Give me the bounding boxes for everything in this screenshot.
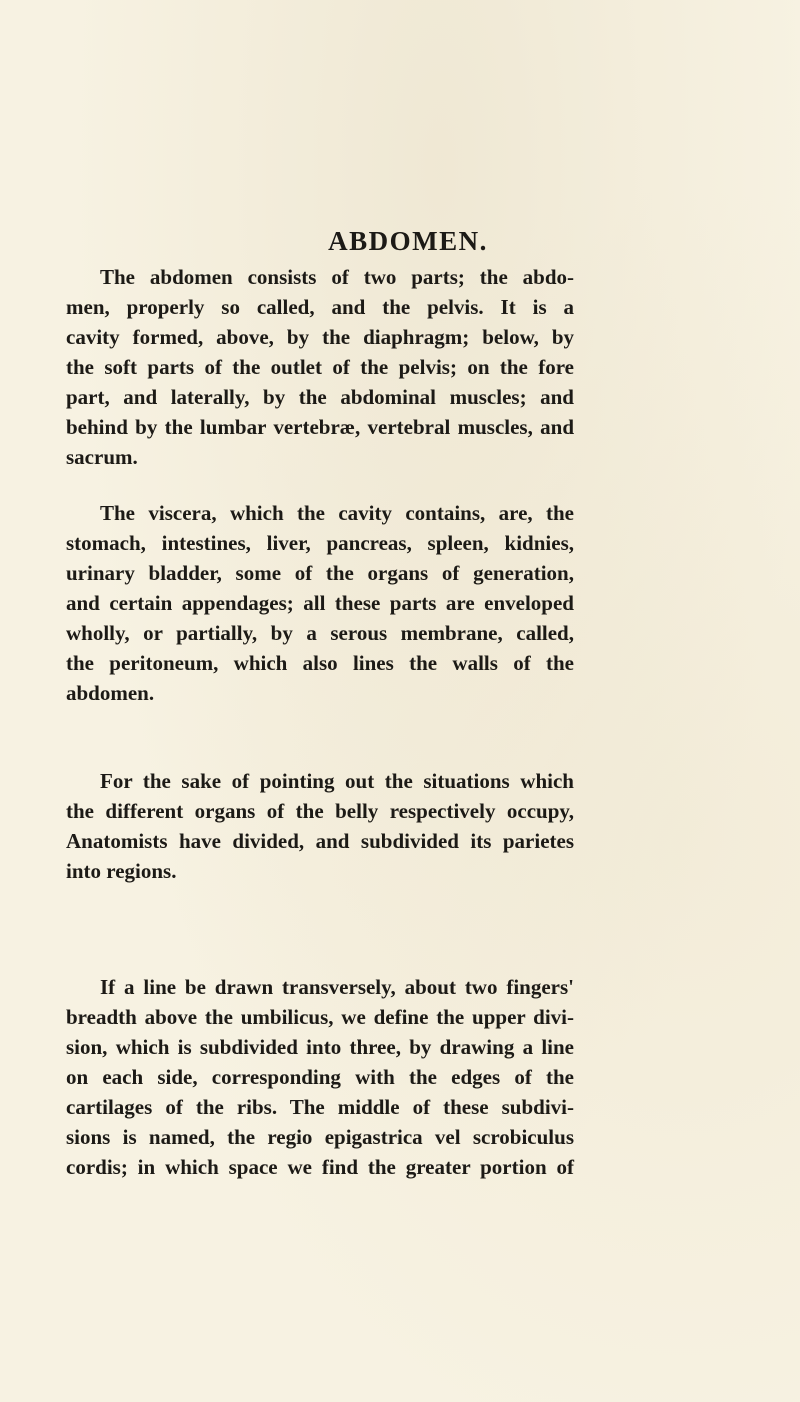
text-line: The abdomen consists of two parts; the abdo-: [100, 265, 574, 289]
paragraph-2: [66, 498, 574, 708]
text-line: the peritoneum, which also lines the walls of the: [66, 651, 574, 675]
paragraph-4: [66, 972, 574, 1182]
text-line: For the sake of pointing out the situations which: [100, 769, 574, 793]
text-line: sions is named, the regio epigastrica vel scrobiculus: [66, 1125, 574, 1149]
text-line: wholly, or partially, by a serous membrane, called,: [66, 621, 574, 645]
text-line: cordis; in which space we find the greater portion of: [66, 1155, 574, 1179]
text-line: part, and laterally, by the abdominal muscles; and: [66, 385, 574, 409]
text-line: behind by the lumbar vertebræ, vertebral muscles, and: [66, 415, 574, 439]
text-line: stomach, intestines, liver, pancreas, spleen, kidnies,: [66, 531, 574, 555]
text-line: breadth above the umbilicus, we define the upper divi-: [66, 1005, 574, 1029]
text-line: into regions.: [66, 859, 177, 883]
text-line: men, properly so called, and the pelvis. It is a: [66, 295, 574, 319]
text-line: on each side, corresponding with the edges of the: [66, 1065, 574, 1089]
text-line: the soft parts of the outlet of the pelvis; on the fore: [66, 355, 574, 379]
text-line: urinary bladder, some of the organs of generation,: [66, 561, 574, 585]
text-line: cavity formed, above, by the diaphragm; below, by: [66, 325, 574, 349]
page-title: ABDOMEN.: [328, 226, 488, 256]
text-line: The viscera, which the cavity contains, are, the: [100, 501, 574, 525]
text-line: Anatomists have divided, and subdivided its parietes: [66, 829, 574, 853]
text-line: sion, which is subdivided into three, by drawing a line: [66, 1035, 574, 1059]
text-line: If a line be drawn transversely, about two fingers': [100, 975, 574, 999]
text-line: cartilages of the ribs. The middle of these subdivi-: [66, 1095, 574, 1119]
text-line: the different organs of the belly respectively occupy,: [66, 799, 574, 823]
text-line: abdomen.: [66, 681, 155, 705]
paragraph-1: [66, 262, 574, 472]
paragraph-3: [66, 766, 574, 886]
text-line: and certain appendages; all these parts are enveloped: [66, 591, 574, 615]
text-line: sacrum.: [66, 445, 138, 469]
